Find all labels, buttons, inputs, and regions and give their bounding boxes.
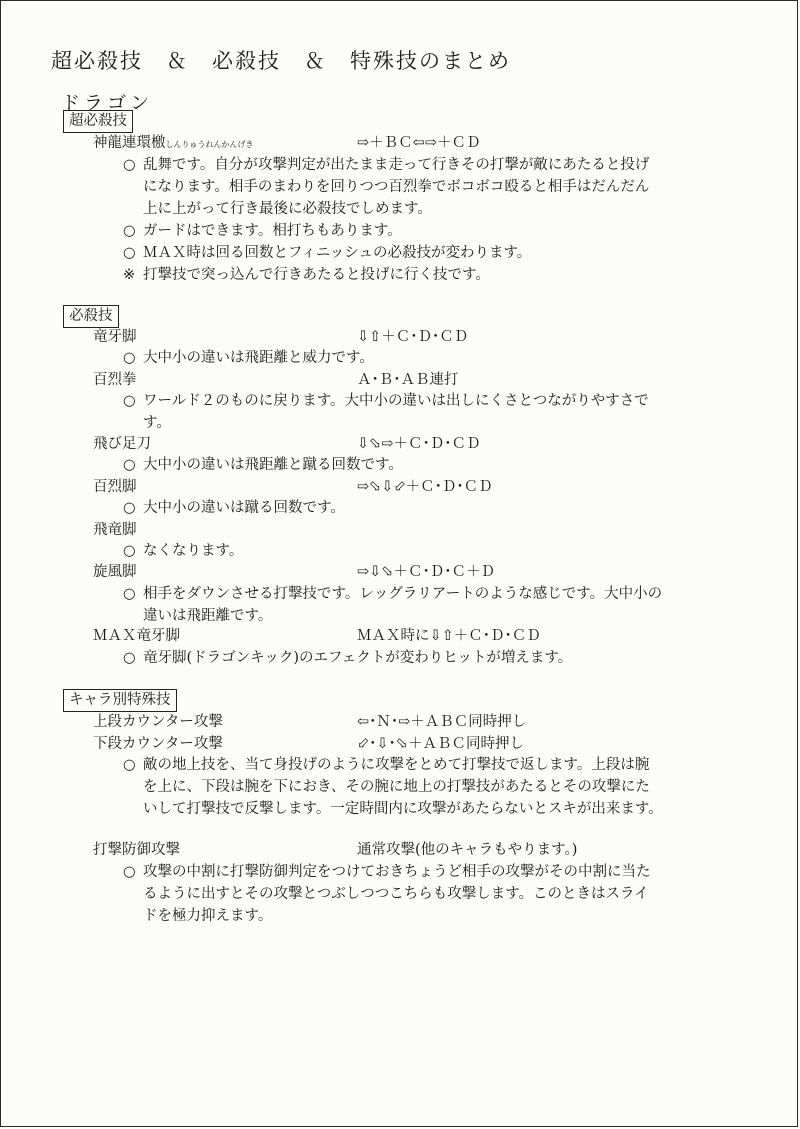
move-note <box>123 347 663 369</box>
move-note <box>123 154 663 220</box>
move-note <box>123 754 663 820</box>
note-text: なくなります。 <box>143 543 244 559</box>
move-command: 通常攻撃(他のキャラもやります。) <box>357 842 578 858</box>
move-name: 百烈脚 <box>93 479 137 495</box>
move-command: ⇨⬂⇩⬃＋Ｃ･Ｄ･ＣＤ <box>357 479 493 495</box>
move-command: ⇨＋ＢＣ⇦⇨＋ＣＤ <box>357 135 481 151</box>
note-bullet: ○ <box>123 157 136 173</box>
move-name: 竜牙脚 <box>93 329 137 345</box>
move-note <box>123 647 663 669</box>
note-text: 大中小の違いは飛距離と威力です。 <box>143 350 374 366</box>
note-text: 攻撃の中割に打撃防御判定をつけておきちょうど相手の攻撃がその中割に当たるように出すとその攻撃とつぶしつつこちらも攻撃します。このときはスライドを極力抑えます。 <box>143 864 651 924</box>
move-note <box>123 220 663 242</box>
note-text: 大中小の違いは蹴る回数です。 <box>143 500 345 516</box>
note-bullet: ○ <box>123 757 136 773</box>
move-note <box>123 454 663 476</box>
move-note <box>123 540 663 562</box>
move-command: ⇦･Ｎ･⇨＋ＡＢＣ同時押し <box>357 714 527 730</box>
section-heading-unique: キャラ別特殊技 <box>63 689 177 712</box>
note-text: ワールド２のものに戻ります。大中小の違いは出しにくさとつながりやすさです。 <box>143 393 649 431</box>
note-bullet: ○ <box>123 864 136 880</box>
section-heading-super: 超必殺技 <box>63 110 133 133</box>
move-ruby: しんりゅうれんかんげき <box>165 140 254 149</box>
note-bullet: ○ <box>123 543 136 559</box>
note-bullet: ○ <box>123 650 136 666</box>
move-note <box>123 390 663 434</box>
note-bullet: ○ <box>123 500 136 516</box>
move-name: 旋風脚 <box>93 564 137 580</box>
note-text: 敵の地上技を、当て身投げのように攻撃をとめて打撃技で返します。上段は腕を上に、下段は腕を下におき、その腕に地上の打撃技があたるとその攻撃にたいして打撃技で反撃します。一定時間内に攻撃があたらないとスキが出来ます。 <box>143 757 663 817</box>
character-name: ドラゴン <box>61 92 154 114</box>
note-text: 打撃技で突っ込んで行きあたると投げに行く技です。 <box>143 267 490 283</box>
note-text: 相手をダウンさせる打撃技です。レッグラリアートのような感じです。大中小の違いは飛距離です。 <box>143 586 663 624</box>
move-command: ⬃･⇩･⬂＋ＡＢＣ同時押し <box>357 736 524 752</box>
move-command: ⇨⇩⬂＋Ｃ･Ｄ･Ｃ＋Ｄ <box>357 564 495 580</box>
move-name: 百烈拳 <box>93 372 137 388</box>
note-bullet: ○ <box>123 586 136 602</box>
move-command: ⇩⬂⇨＋Ｃ･Ｄ･ＣＤ <box>357 436 481 452</box>
note-text: ＭＡＸ時は回る回数とフィニッシュの必殺技が変わります。 <box>143 245 532 261</box>
document-title: 超必殺技 ＆ 必殺技 ＆ 特殊技のまとめ <box>51 49 511 73</box>
move-name: 飛竜脚 <box>93 522 137 538</box>
move-name: 神龍連環檄しんりゅうれんかんげき <box>93 135 254 151</box>
note-bullet: ○ <box>123 350 136 366</box>
move-note <box>123 242 663 264</box>
note-text: 大中小の違いは飛距離と蹴る回数です。 <box>143 457 403 473</box>
note-bullet: ※ <box>123 267 136 283</box>
note-bullet: ○ <box>123 393 136 409</box>
move-note <box>123 861 663 927</box>
move-command: ⇩⇧＋Ｃ･Ｄ･ＣＤ <box>357 329 469 345</box>
section-heading-special: 必殺技 <box>63 305 119 328</box>
note-text: 竜牙脚(ドラゴンキック)のエフェクトが変わりヒットが増えます。 <box>143 650 573 666</box>
move-name: 下段カウンター攻撃 <box>93 736 223 752</box>
move-name: 上段カウンター攻撃 <box>93 714 223 730</box>
note-text: ガードはできます。相打ちもあります。 <box>143 223 402 239</box>
move-note <box>123 264 663 286</box>
move-name: ＭＡＸ竜牙脚 <box>93 628 180 644</box>
move-command: Ａ･Ｂ･ＡＢ連打 <box>357 372 459 388</box>
move-name: 打撃防御攻撃 <box>93 842 180 858</box>
move-note <box>123 497 663 519</box>
note-text: 乱舞です。自分が攻撃判定が出たまま走って行きその打撃が敵にあたると投げになります。相手のまわりを回りつつ百烈拳でボコボコ殴ると相手はだんだん上に上がって行き最後に必殺技でしめます。 <box>143 157 650 217</box>
move-command: ＭＡＸ時に⇩⇧＋Ｃ･Ｄ･ＣＤ <box>357 628 541 644</box>
move-note <box>123 583 663 627</box>
note-bullet: ○ <box>123 223 136 239</box>
note-bullet: ○ <box>123 457 136 473</box>
note-bullet: ○ <box>123 245 136 261</box>
move-name: 飛び足刀 <box>93 436 151 452</box>
